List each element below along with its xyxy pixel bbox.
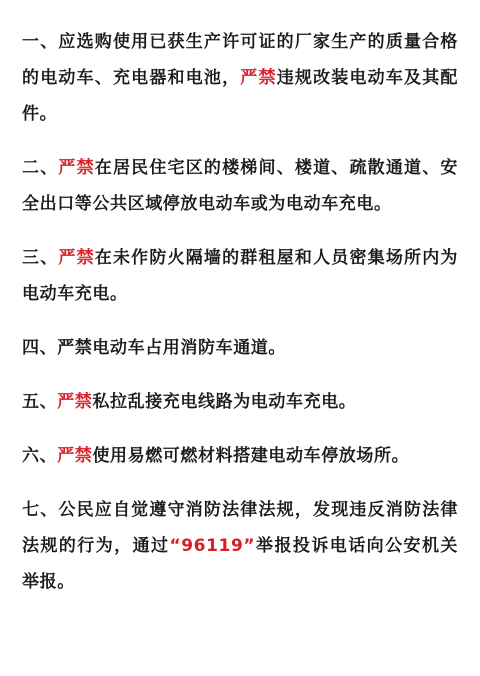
rule-3-prohibit-highlight: 严禁	[58, 248, 95, 268]
rule-item-5	[22, 384, 458, 420]
rule-item-6	[22, 438, 458, 474]
rule-7-text-b: 举报投诉电话向公安机关举报。	[22, 536, 458, 592]
rule-5-number: 五、	[22, 392, 58, 412]
rule-2-text: 在居民住宅区的楼梯间、楼道、疏散通道、安全出口等公共区域停放电动车或为电动车充电。	[22, 158, 459, 214]
rule-6-text: 使用易燃可燃材料搭建电动车停放场所。	[92, 446, 410, 466]
rule-6-number: 六、	[22, 446, 58, 466]
rule-6-prohibit-highlight: 严禁	[57, 446, 93, 466]
rule-5-text: 私拉乱接充电线路为电动车充电。	[92, 392, 357, 412]
rule-1-prohibit-highlight: 严禁	[240, 68, 277, 88]
rule-7-hotline-number: “96119”	[169, 536, 256, 556]
rule-7-text-a: 七、公民应自觉遵守消防法律法规，发现违反消防法律法规的行为，通过	[22, 500, 458, 556]
rule-item-2	[22, 150, 458, 222]
rule-3-text: 在未作防火隔墙的群租屋和人员密集场所内为电动车充电。	[22, 248, 459, 304]
rule-item-1	[22, 24, 458, 132]
rule-item-3	[22, 240, 458, 312]
rule-item-7	[22, 492, 458, 600]
rule-5-prohibit-highlight: 严禁	[57, 392, 93, 412]
rule-3-number: 三、	[22, 248, 59, 268]
rule-item-4	[22, 330, 458, 366]
rule-2-prohibit-highlight: 严禁	[58, 158, 95, 178]
rule-1-text-b: 违规改装电动车及其配件。	[22, 68, 459, 124]
rule-4-text: 四、严禁电动车占用消防车通道。	[22, 338, 286, 358]
rule-2-number: 二、	[22, 158, 59, 178]
rule-1-text-a: 一、应选购使用已获生产许可证的厂家生产的质量合格的电动车、充电器和电池，	[22, 32, 458, 88]
